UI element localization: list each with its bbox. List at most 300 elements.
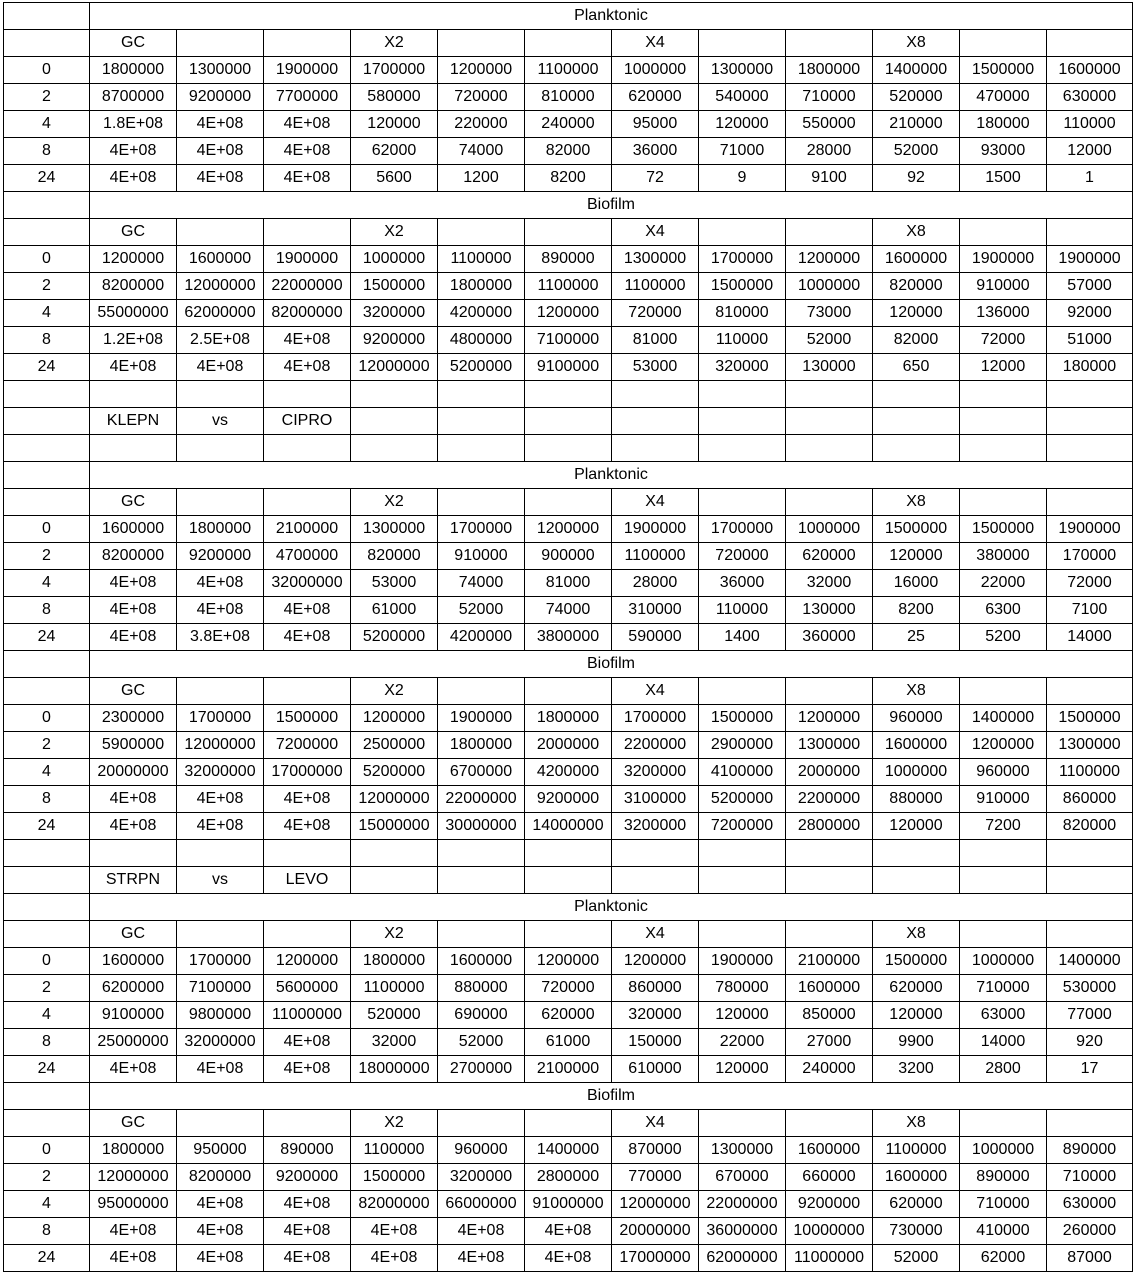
value-cell[interactable]: 25 — [873, 624, 960, 651]
group-label[interactable]: GC — [90, 219, 177, 246]
empty-cell[interactable] — [525, 921, 612, 948]
value-cell[interactable]: 61000 — [351, 597, 438, 624]
empty-cell[interactable] — [438, 435, 525, 462]
value-cell[interactable]: 6200000 — [90, 975, 177, 1002]
section-title[interactable]: Planktonic — [90, 462, 1133, 489]
value-cell[interactable]: 12000000 — [177, 732, 264, 759]
value-cell[interactable]: 1100000 — [525, 273, 612, 300]
value-cell[interactable]: 730000 — [873, 1218, 960, 1245]
value-cell[interactable]: 1900000 — [1047, 246, 1133, 273]
empty-cell[interactable] — [525, 840, 612, 867]
empty-cell[interactable] — [177, 381, 264, 408]
empty-cell[interactable] — [960, 381, 1047, 408]
value-cell[interactable]: 1600000 — [873, 732, 960, 759]
group-label[interactable]: GC — [90, 678, 177, 705]
value-cell[interactable]: 4200000 — [525, 759, 612, 786]
value-cell[interactable]: 8700000 — [90, 84, 177, 111]
empty-cell[interactable] — [4, 678, 90, 705]
value-cell[interactable]: 95000 — [612, 111, 699, 138]
value-cell[interactable]: 9100000 — [90, 1002, 177, 1029]
value-cell[interactable]: 590000 — [612, 624, 699, 651]
empty-cell[interactable] — [264, 678, 351, 705]
value-cell[interactable]: 4E+08 — [264, 1245, 351, 1272]
value-cell[interactable]: 4E+08 — [264, 111, 351, 138]
empty-cell[interactable] — [525, 30, 612, 57]
value-cell[interactable]: 57000 — [1047, 273, 1133, 300]
empty-cell[interactable] — [873, 435, 960, 462]
value-cell[interactable]: 130000 — [786, 597, 873, 624]
value-cell[interactable]: 62000 — [960, 1245, 1047, 1272]
value-cell[interactable]: 74000 — [438, 138, 525, 165]
value-cell[interactable]: 1000000 — [786, 273, 873, 300]
section-title[interactable]: Planktonic — [90, 894, 1133, 921]
value-cell[interactable]: 16000 — [873, 570, 960, 597]
value-cell[interactable]: 620000 — [873, 1191, 960, 1218]
value-cell[interactable]: 1900000 — [264, 246, 351, 273]
empty-cell[interactable] — [4, 867, 90, 894]
empty-cell[interactable] — [264, 1110, 351, 1137]
value-cell[interactable]: 27000 — [786, 1029, 873, 1056]
value-cell[interactable]: 4E+08 — [177, 813, 264, 840]
value-cell[interactable]: 520000 — [351, 1002, 438, 1029]
empty-cell[interactable] — [873, 381, 960, 408]
value-cell[interactable]: 880000 — [438, 975, 525, 1002]
value-cell[interactable]: 690000 — [438, 1002, 525, 1029]
time-cell[interactable]: 8 — [4, 1218, 90, 1245]
empty-cell[interactable] — [351, 867, 438, 894]
value-cell[interactable]: 2200000 — [786, 786, 873, 813]
empty-cell[interactable] — [612, 408, 699, 435]
value-cell[interactable]: 1600000 — [873, 1164, 960, 1191]
value-cell[interactable]: 890000 — [525, 246, 612, 273]
value-cell[interactable]: 10000000 — [786, 1218, 873, 1245]
time-cell[interactable]: 0 — [4, 705, 90, 732]
time-cell[interactable]: 24 — [4, 165, 90, 192]
value-cell[interactable]: 2200000 — [612, 732, 699, 759]
value-cell[interactable]: 780000 — [699, 975, 786, 1002]
value-cell[interactable]: 4E+08 — [177, 570, 264, 597]
value-cell[interactable]: 4E+08 — [177, 1056, 264, 1083]
value-cell[interactable]: 1400000 — [960, 705, 1047, 732]
value-cell[interactable]: 12000000 — [351, 786, 438, 813]
time-cell[interactable]: 0 — [4, 246, 90, 273]
empty-cell[interactable] — [960, 867, 1047, 894]
value-cell[interactable]: 1800000 — [90, 1137, 177, 1164]
empty-cell[interactable] — [525, 678, 612, 705]
value-cell[interactable]: 120000 — [351, 111, 438, 138]
group-label[interactable]: GC — [90, 921, 177, 948]
value-cell[interactable]: 4E+08 — [90, 786, 177, 813]
empty-cell[interactable] — [960, 678, 1047, 705]
value-cell[interactable]: 1500000 — [873, 516, 960, 543]
value-cell[interactable]: 1200000 — [612, 948, 699, 975]
value-cell[interactable]: 180000 — [1047, 354, 1133, 381]
value-cell[interactable]: 1200 — [438, 165, 525, 192]
value-cell[interactable]: 71000 — [699, 138, 786, 165]
empty-cell[interactable] — [786, 867, 873, 894]
value-cell[interactable]: 4E+08 — [438, 1218, 525, 1245]
value-cell[interactable]: 28000 — [612, 570, 699, 597]
empty-cell[interactable] — [90, 840, 177, 867]
value-cell[interactable]: 72000 — [960, 327, 1047, 354]
value-cell[interactable]: 9100 — [786, 165, 873, 192]
value-cell[interactable]: 1700000 — [438, 516, 525, 543]
empty-cell[interactable] — [525, 408, 612, 435]
value-cell[interactable]: 4E+08 — [90, 1218, 177, 1245]
empty-cell[interactable] — [786, 435, 873, 462]
value-cell[interactable]: 6700000 — [438, 759, 525, 786]
value-cell[interactable]: 4E+08 — [525, 1245, 612, 1272]
value-cell[interactable]: 22000 — [699, 1029, 786, 1056]
empty-cell[interactable] — [438, 219, 525, 246]
value-cell[interactable]: 3.8E+08 — [177, 624, 264, 651]
value-cell[interactable]: 22000000 — [699, 1191, 786, 1218]
value-cell[interactable]: 110000 — [699, 597, 786, 624]
empty-cell[interactable] — [177, 30, 264, 57]
value-cell[interactable]: 81000 — [612, 327, 699, 354]
empty-cell[interactable] — [699, 30, 786, 57]
value-cell[interactable]: 1500000 — [1047, 705, 1133, 732]
value-cell[interactable]: 52000 — [438, 597, 525, 624]
value-cell[interactable]: 920 — [1047, 1029, 1133, 1056]
empty-cell[interactable] — [4, 840, 90, 867]
empty-cell[interactable] — [699, 489, 786, 516]
value-cell[interactable]: 62000000 — [177, 300, 264, 327]
value-cell[interactable]: 1900000 — [612, 516, 699, 543]
value-cell[interactable]: 130000 — [786, 354, 873, 381]
value-cell[interactable]: 32000000 — [177, 1029, 264, 1056]
group-label[interactable]: X4 — [612, 678, 699, 705]
value-cell[interactable]: 1900000 — [1047, 516, 1133, 543]
value-cell[interactable]: 82000 — [873, 327, 960, 354]
value-cell[interactable]: 30000000 — [438, 813, 525, 840]
value-cell[interactable]: 7100000 — [525, 327, 612, 354]
empty-cell[interactable] — [351, 840, 438, 867]
empty-cell[interactable] — [264, 30, 351, 57]
value-cell[interactable]: 4E+08 — [264, 1218, 351, 1245]
value-cell[interactable]: 1500000 — [351, 273, 438, 300]
value-cell[interactable]: 52000 — [873, 1245, 960, 1272]
value-cell[interactable]: 550000 — [786, 111, 873, 138]
value-cell[interactable]: 4E+08 — [177, 138, 264, 165]
value-cell[interactable]: 4E+08 — [90, 597, 177, 624]
value-cell[interactable]: 1200000 — [90, 246, 177, 273]
group-label[interactable]: X2 — [351, 1110, 438, 1137]
value-cell[interactable]: 1100000 — [873, 1137, 960, 1164]
value-cell[interactable]: 1.2E+08 — [90, 327, 177, 354]
value-cell[interactable]: 8200 — [873, 597, 960, 624]
empty-cell[interactable] — [960, 1110, 1047, 1137]
value-cell[interactable]: 92000 — [1047, 300, 1133, 327]
value-cell[interactable]: 1100000 — [351, 975, 438, 1002]
group-label[interactable]: GC — [90, 489, 177, 516]
value-cell[interactable]: 1300000 — [699, 1137, 786, 1164]
value-cell[interactable]: 20000000 — [90, 759, 177, 786]
value-cell[interactable]: 1600000 — [438, 948, 525, 975]
value-cell[interactable]: 20000000 — [612, 1218, 699, 1245]
empty-cell[interactable] — [525, 1110, 612, 1137]
group-label[interactable]: X8 — [873, 219, 960, 246]
value-cell[interactable]: 1600000 — [786, 975, 873, 1002]
antibiotic-label[interactable]: CIPRO — [264, 408, 351, 435]
empty-cell[interactable] — [786, 489, 873, 516]
empty-cell[interactable] — [1047, 1110, 1133, 1137]
empty-cell[interactable] — [699, 435, 786, 462]
value-cell[interactable]: 960000 — [438, 1137, 525, 1164]
value-cell[interactable]: 14000 — [1047, 624, 1133, 651]
value-cell[interactable]: 7100000 — [177, 975, 264, 1002]
empty-cell[interactable] — [264, 921, 351, 948]
value-cell[interactable]: 72 — [612, 165, 699, 192]
value-cell[interactable]: 120000 — [873, 813, 960, 840]
value-cell[interactable]: 1800000 — [177, 516, 264, 543]
value-cell[interactable]: 9200000 — [177, 543, 264, 570]
empty-cell[interactable] — [960, 30, 1047, 57]
value-cell[interactable]: 2700000 — [438, 1056, 525, 1083]
value-cell[interactable]: 660000 — [786, 1164, 873, 1191]
value-cell[interactable]: 12000000 — [612, 1191, 699, 1218]
value-cell[interactable]: 1100000 — [1047, 759, 1133, 786]
value-cell[interactable]: 5200000 — [438, 354, 525, 381]
empty-cell[interactable] — [438, 381, 525, 408]
value-cell[interactable]: 15000000 — [351, 813, 438, 840]
value-cell[interactable]: 22000 — [960, 570, 1047, 597]
empty-cell[interactable] — [525, 381, 612, 408]
time-cell[interactable]: 0 — [4, 948, 90, 975]
empty-cell[interactable] — [786, 840, 873, 867]
value-cell[interactable]: 1100000 — [612, 273, 699, 300]
value-cell[interactable]: 1000000 — [960, 948, 1047, 975]
value-cell[interactable]: 4E+08 — [90, 354, 177, 381]
empty-cell[interactable] — [873, 867, 960, 894]
group-label[interactable]: X2 — [351, 219, 438, 246]
value-cell[interactable]: 150000 — [612, 1029, 699, 1056]
group-label[interactable]: X4 — [612, 921, 699, 948]
value-cell[interactable]: 9 — [699, 165, 786, 192]
group-label[interactable]: X2 — [351, 921, 438, 948]
value-cell[interactable]: 9200000 — [525, 786, 612, 813]
empty-cell[interactable] — [699, 219, 786, 246]
value-cell[interactable]: 1500000 — [351, 1164, 438, 1191]
empty-cell[interactable] — [873, 840, 960, 867]
value-cell[interactable]: 93000 — [960, 138, 1047, 165]
empty-cell[interactable] — [264, 435, 351, 462]
empty-cell[interactable] — [351, 435, 438, 462]
empty-cell[interactable] — [699, 921, 786, 948]
value-cell[interactable]: 520000 — [873, 84, 960, 111]
empty-cell[interactable] — [177, 678, 264, 705]
empty-cell[interactable] — [4, 30, 90, 57]
value-cell[interactable]: 1200000 — [351, 705, 438, 732]
value-cell[interactable]: 5600000 — [264, 975, 351, 1002]
empty-cell[interactable] — [4, 489, 90, 516]
value-cell[interactable]: 4E+08 — [90, 1245, 177, 1272]
time-cell[interactable]: 0 — [4, 516, 90, 543]
value-cell[interactable]: 2800 — [960, 1056, 1047, 1083]
empty-cell[interactable] — [4, 921, 90, 948]
value-cell[interactable]: 1800000 — [438, 273, 525, 300]
value-cell[interactable]: 8200 — [525, 165, 612, 192]
value-cell[interactable]: 1600000 — [90, 948, 177, 975]
value-cell[interactable]: 17 — [1047, 1056, 1133, 1083]
value-cell[interactable]: 850000 — [786, 1002, 873, 1029]
value-cell[interactable]: 1000000 — [786, 516, 873, 543]
empty-cell[interactable] — [438, 678, 525, 705]
value-cell[interactable]: 1900000 — [699, 948, 786, 975]
value-cell[interactable]: 63000 — [960, 1002, 1047, 1029]
time-cell[interactable]: 2 — [4, 1164, 90, 1191]
empty-cell[interactable] — [177, 1110, 264, 1137]
value-cell[interactable]: 1100000 — [612, 543, 699, 570]
empty-cell[interactable] — [1047, 381, 1133, 408]
value-cell[interactable]: 4E+08 — [177, 786, 264, 813]
group-label[interactable]: X8 — [873, 678, 960, 705]
value-cell[interactable]: 950000 — [177, 1137, 264, 1164]
empty-cell[interactable] — [4, 894, 90, 921]
empty-cell[interactable] — [960, 489, 1047, 516]
value-cell[interactable]: 52000 — [786, 327, 873, 354]
value-cell[interactable]: 620000 — [786, 543, 873, 570]
value-cell[interactable]: 2000000 — [525, 732, 612, 759]
time-cell[interactable]: 24 — [4, 354, 90, 381]
value-cell[interactable]: 240000 — [786, 1056, 873, 1083]
group-label[interactable]: X4 — [612, 1110, 699, 1137]
empty-cell[interactable] — [1047, 219, 1133, 246]
value-cell[interactable]: 4E+08 — [264, 354, 351, 381]
value-cell[interactable]: 12000 — [1047, 138, 1133, 165]
value-cell[interactable]: 4E+08 — [90, 1056, 177, 1083]
value-cell[interactable]: 260000 — [1047, 1218, 1133, 1245]
value-cell[interactable]: 1200000 — [786, 705, 873, 732]
time-cell[interactable]: 24 — [4, 813, 90, 840]
time-cell[interactable]: 4 — [4, 759, 90, 786]
value-cell[interactable]: 870000 — [612, 1137, 699, 1164]
value-cell[interactable]: 1600000 — [786, 1137, 873, 1164]
value-cell[interactable]: 7200 — [960, 813, 1047, 840]
value-cell[interactable]: 4E+08 — [264, 624, 351, 651]
value-cell[interactable]: 630000 — [1047, 1191, 1133, 1218]
value-cell[interactable]: 5900000 — [90, 732, 177, 759]
value-cell[interactable]: 1200000 — [525, 516, 612, 543]
value-cell[interactable]: 610000 — [612, 1056, 699, 1083]
value-cell[interactable]: 4E+08 — [264, 786, 351, 813]
empty-cell[interactable] — [177, 840, 264, 867]
value-cell[interactable]: 53000 — [351, 570, 438, 597]
versus-label[interactable]: vs — [177, 408, 264, 435]
time-cell[interactable]: 4 — [4, 300, 90, 327]
group-label[interactable]: X8 — [873, 921, 960, 948]
value-cell[interactable]: 73000 — [786, 300, 873, 327]
empty-cell[interactable] — [525, 435, 612, 462]
value-cell[interactable]: 120000 — [699, 1002, 786, 1029]
versus-label[interactable]: vs — [177, 867, 264, 894]
value-cell[interactable]: 710000 — [786, 84, 873, 111]
value-cell[interactable]: 91000000 — [525, 1191, 612, 1218]
empty-cell[interactable] — [438, 489, 525, 516]
value-cell[interactable]: 170000 — [1047, 543, 1133, 570]
value-cell[interactable]: 7200000 — [699, 813, 786, 840]
empty-cell[interactable] — [960, 408, 1047, 435]
value-cell[interactable]: 910000 — [960, 273, 1047, 300]
section-title[interactable]: Biofilm — [90, 192, 1133, 219]
empty-cell[interactable] — [4, 651, 90, 678]
value-cell[interactable]: 4E+08 — [177, 1245, 264, 1272]
value-cell[interactable]: 7200000 — [264, 732, 351, 759]
empty-cell[interactable] — [4, 435, 90, 462]
empty-cell[interactable] — [525, 489, 612, 516]
value-cell[interactable]: 4800000 — [438, 327, 525, 354]
value-cell[interactable]: 880000 — [873, 786, 960, 813]
value-cell[interactable]: 6300 — [960, 597, 1047, 624]
value-cell[interactable]: 9200000 — [351, 327, 438, 354]
time-cell[interactable]: 4 — [4, 111, 90, 138]
empty-cell[interactable] — [4, 219, 90, 246]
value-cell[interactable]: 1500000 — [699, 705, 786, 732]
empty-cell[interactable] — [1047, 840, 1133, 867]
value-cell[interactable]: 4E+08 — [264, 327, 351, 354]
empty-cell[interactable] — [612, 840, 699, 867]
value-cell[interactable]: 320000 — [699, 354, 786, 381]
group-label[interactable]: X2 — [351, 678, 438, 705]
value-cell[interactable]: 17000000 — [612, 1245, 699, 1272]
empty-cell[interactable] — [90, 381, 177, 408]
value-cell[interactable]: 1300000 — [786, 732, 873, 759]
empty-cell[interactable] — [177, 219, 264, 246]
empty-cell[interactable] — [960, 219, 1047, 246]
value-cell[interactable]: 9200000 — [177, 84, 264, 111]
empty-cell[interactable] — [264, 840, 351, 867]
value-cell[interactable]: 1400000 — [525, 1137, 612, 1164]
value-cell[interactable]: 36000000 — [699, 1218, 786, 1245]
time-cell[interactable]: 2 — [4, 543, 90, 570]
value-cell[interactable]: 8200000 — [90, 273, 177, 300]
time-cell[interactable]: 24 — [4, 624, 90, 651]
value-cell[interactable]: 36000 — [612, 138, 699, 165]
value-cell[interactable]: 4E+08 — [90, 570, 177, 597]
value-cell[interactable]: 4E+08 — [264, 1056, 351, 1083]
time-cell[interactable]: 0 — [4, 1137, 90, 1164]
value-cell[interactable]: 62000 — [351, 138, 438, 165]
empty-cell[interactable] — [438, 1110, 525, 1137]
empty-cell[interactable] — [1047, 678, 1133, 705]
value-cell[interactable]: 1200000 — [786, 246, 873, 273]
value-cell[interactable]: 910000 — [438, 543, 525, 570]
value-cell[interactable]: 11000000 — [786, 1245, 873, 1272]
value-cell[interactable]: 4E+08 — [264, 1191, 351, 1218]
empty-cell[interactable] — [525, 867, 612, 894]
value-cell[interactable]: 28000 — [786, 138, 873, 165]
empty-cell[interactable] — [699, 867, 786, 894]
value-cell[interactable]: 1400000 — [1047, 948, 1133, 975]
value-cell[interactable]: 2800000 — [786, 813, 873, 840]
value-cell[interactable]: 1500000 — [960, 516, 1047, 543]
value-cell[interactable]: 1300000 — [351, 516, 438, 543]
value-cell[interactable]: 2500000 — [351, 732, 438, 759]
empty-cell[interactable] — [4, 408, 90, 435]
empty-cell[interactable] — [264, 381, 351, 408]
value-cell[interactable]: 4E+08 — [177, 1218, 264, 1245]
antibiotic-label[interactable]: LEVO — [264, 867, 351, 894]
value-cell[interactable]: 1600000 — [873, 246, 960, 273]
value-cell[interactable]: 66000000 — [438, 1191, 525, 1218]
value-cell[interactable]: 4700000 — [264, 543, 351, 570]
value-cell[interactable]: 1600000 — [1047, 57, 1133, 84]
value-cell[interactable]: 3200000 — [612, 813, 699, 840]
group-label[interactable]: GC — [90, 30, 177, 57]
value-cell[interactable]: 1800000 — [438, 732, 525, 759]
value-cell[interactable]: 7700000 — [264, 84, 351, 111]
value-cell[interactable]: 120000 — [873, 543, 960, 570]
